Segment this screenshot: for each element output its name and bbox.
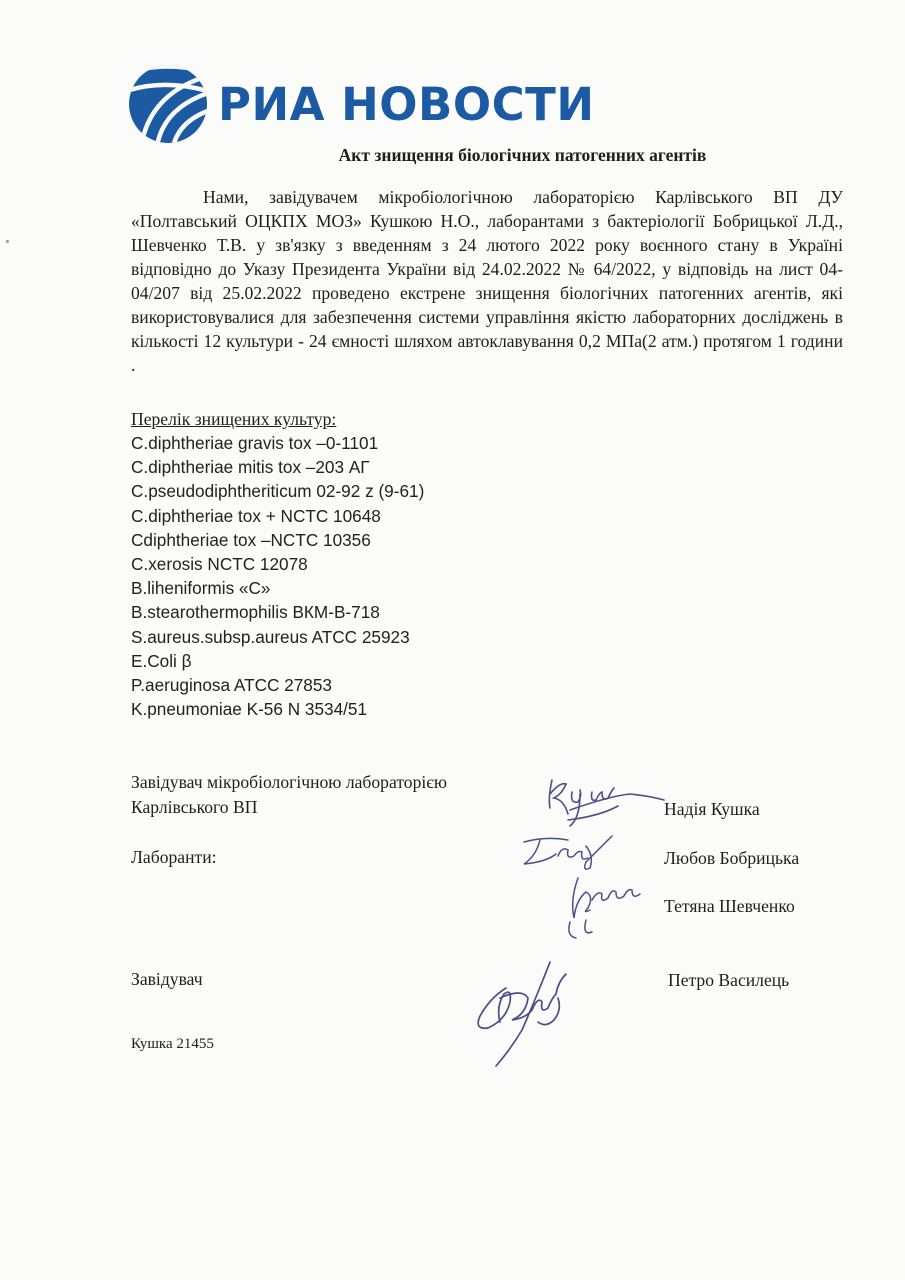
- ria-globe-icon: [128, 64, 212, 144]
- head-title-line1: Завідувач мікробіологічною лабораторією: [131, 772, 447, 792]
- list-item: C.xerosis NCTC 12078: [131, 554, 308, 575]
- list-item: B.liheniformis «C»: [131, 578, 271, 599]
- head-title-line2: Карлівського ВП: [131, 797, 258, 817]
- list-item: P.aeruginosa ATCC 27853: [131, 675, 332, 696]
- lab-name-1: Любов Бобрицька: [664, 848, 800, 868]
- scan-speck: [6, 240, 9, 243]
- director-name: Петро Василець: [668, 970, 790, 990]
- list-item: C.diphtheriae mitis tox –203 АГ: [131, 457, 370, 478]
- main-paragraph: Нами, завідувачем мікробіологічною лабораторією Карлівського ВП ДУ «Полтавський ОЦКПХ МОЗ» Кушкою Н.О., лаборантами з бактеріології Бобрицької Л.Д., Шевченко Т.В. у зв'язку з введенням з 24 лютого 2022 року воєнного стану в Україні відповідно до Указу Президента України від 24.02.2022 № 64/2022, у відповідь на лист 04-04/207 від 25.02.2022 проведено екстрене знищення біологічних патогенних агентів, які використовувалися для забезпечення системи управління якістю лабораторних досліджень в кількості 12 культури - 24 ємності шляхом автоклавування 0,2 МПа(2 атм.) протягом 1 години .: [131, 187, 843, 375]
- list-item: C.diphtheriae tox + NCTC 10648: [131, 505, 381, 526]
- ria-novosti-logo: [128, 64, 595, 144]
- footer-note: Кушка 21455: [131, 1036, 214, 1052]
- director-label: Завідувач: [131, 969, 203, 989]
- signature-vasylets-image: [466, 958, 586, 1070]
- logo-text: РИА НОВОСТИ: [218, 77, 595, 131]
- list-item: K.pneumoniae K-56 N 3534/51: [131, 699, 368, 720]
- signature-shevchenko-image: [556, 870, 652, 942]
- signature-kushka-image: [540, 770, 670, 832]
- cultures-list: [131, 431, 424, 721]
- list-item: S.aureus.subsp.aureus ATCC 25923: [131, 626, 410, 647]
- list-item: C.diphtheriae gravis tox –0-1101: [131, 433, 379, 453]
- head-name: Надія Кушка: [664, 799, 760, 819]
- list-item: E.Coli β: [131, 650, 192, 671]
- list-item: Cdiphtheriae tox –NCTC 10356: [131, 529, 371, 550]
- list-item: B.stearothermophilis ВКМ-В-718: [131, 602, 380, 623]
- main-paragraph-block: [131, 185, 843, 377]
- document-title: Акт знищення біологічних патогенних агентів: [338, 145, 707, 165]
- cultures-list-title: Перелік знищених культур:: [131, 409, 337, 429]
- lab-label: Лаборанти:: [131, 847, 217, 867]
- lab-name-2: Тетяна Шевченко: [664, 896, 795, 916]
- list-item: C.pseudodiphtheriticum 02-92 z (9-61): [131, 481, 425, 502]
